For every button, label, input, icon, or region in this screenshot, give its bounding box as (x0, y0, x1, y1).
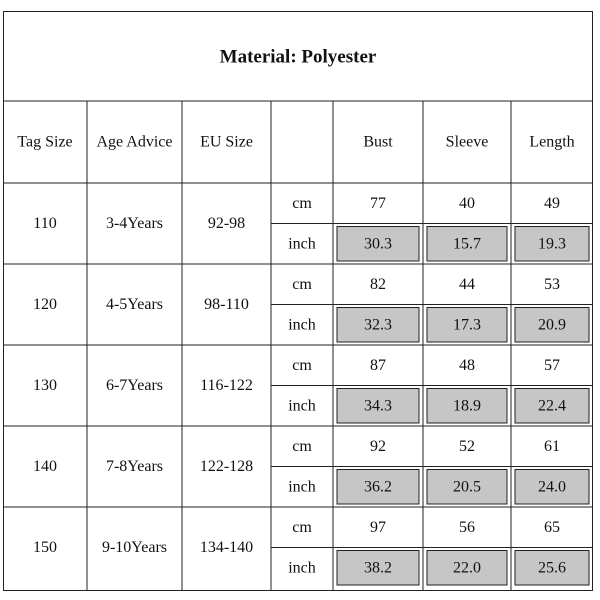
header-eu-size: EU Size (200, 133, 253, 151)
bust-cm-cell: 92 (370, 437, 386, 455)
sleeve-inch-cell: 20.5 (453, 478, 481, 496)
sleeve-inch-cell: 22.0 (453, 559, 481, 577)
eu-size-cell: 134-140 (199, 539, 254, 557)
unit-inch-label: inch (288, 397, 316, 415)
unit-cm-label: cm (292, 437, 312, 455)
length-cm-cell: 65 (544, 518, 560, 536)
header-length: Length (529, 133, 575, 151)
sleeve-cm-cell: 40 (459, 194, 475, 212)
length-inch-cell: 20.9 (538, 316, 566, 334)
length-inch-cell: 24.0 (538, 478, 566, 496)
tag-size-cell: 140 (33, 458, 57, 476)
age-advice-cell: 3-4Years (105, 215, 164, 233)
tag-size-cell: 110 (33, 215, 57, 233)
header-bust: Bust (363, 133, 393, 151)
bust-cm-cell: 77 (370, 194, 386, 212)
unit-inch-label: inch (288, 559, 316, 577)
tag-size-cell: 130 (33, 377, 57, 395)
table-title: Material: Polyester (219, 46, 377, 68)
unit-inch-label: inch (288, 316, 316, 334)
length-cm-cell: 53 (544, 275, 560, 293)
header-tag-size: Tag Size (17, 133, 73, 151)
unit-cm-label: cm (292, 356, 312, 374)
eu-size-cell: 116-122 (200, 377, 253, 395)
length-inch-cell: 25.6 (538, 559, 566, 577)
age-advice-cell: 9-10Years (101, 539, 168, 557)
bust-inch-cell: 34.3 (364, 397, 392, 415)
unit-inch-label: inch (288, 235, 316, 253)
sleeve-inch-cell: 18.9 (453, 397, 481, 415)
bust-cm-cell: 87 (370, 356, 386, 374)
unit-inch-label: inch (288, 478, 316, 496)
bust-inch-cell: 30.3 (364, 235, 392, 253)
sleeve-cm-cell: 56 (459, 518, 475, 536)
unit-cm-label: cm (292, 518, 312, 536)
bust-inch-cell: 32.3 (364, 316, 392, 334)
length-cm-cell: 57 (544, 356, 560, 374)
sleeve-cm-cell: 48 (459, 356, 475, 374)
tag-size-cell: 150 (33, 539, 57, 557)
sleeve-cm-cell: 52 (459, 437, 475, 455)
age-advice-cell: 7-8Years (105, 458, 164, 476)
bust-cm-cell: 97 (370, 518, 386, 536)
bust-inch-cell: 38.2 (364, 559, 392, 577)
size-chart-svg (3, 11, 593, 591)
age-advice-cell: 6-7Years (105, 377, 164, 395)
age-advice-cell: 4-5Years (105, 296, 164, 314)
eu-size-cell: 122-128 (199, 458, 254, 476)
length-inch-cell: 22.4 (538, 397, 566, 415)
eu-size-cell: 98-110 (204, 296, 249, 314)
bust-inch-cell: 36.2 (364, 478, 392, 496)
bust-cm-cell: 82 (370, 275, 386, 293)
sleeve-inch-cell: 15.7 (453, 235, 481, 253)
size-chart-table (3, 11, 593, 591)
unit-cm-label: cm (292, 275, 312, 293)
sleeve-cm-cell: 44 (459, 275, 475, 293)
length-cm-cell: 49 (544, 194, 560, 212)
tag-size-cell: 120 (33, 296, 57, 314)
sleeve-inch-cell: 17.3 (453, 316, 481, 334)
length-cm-cell: 61 (544, 437, 560, 455)
header-age-advice: Age Advice (96, 133, 173, 151)
eu-size-cell: 92-98 (207, 215, 246, 233)
unit-cm-label: cm (292, 194, 312, 212)
header-sleeve: Sleeve (445, 133, 489, 151)
length-inch-cell: 19.3 (538, 235, 566, 253)
